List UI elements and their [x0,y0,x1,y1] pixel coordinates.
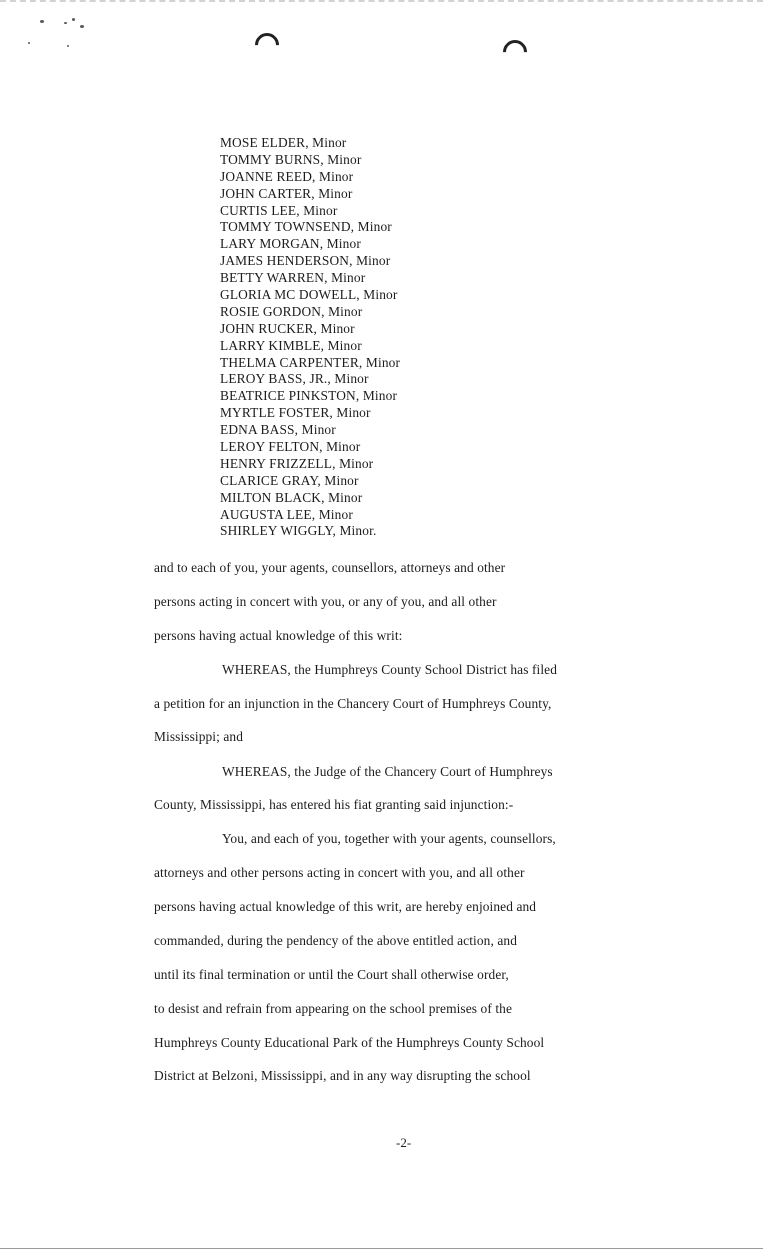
scan-speck [64,22,67,24]
body-text-line: persons having actual knowledge of this writ, are hereby enjoined and [154,899,537,914]
body-text-line: commanded, during the pendency of the above entitled action, and [154,933,517,948]
body-text-line: a petition for an injunction in the Chancery Court of Humphreys County, [154,696,552,711]
defendant-name: LARRY KIMBLE, Minor [220,337,362,353]
page-top-edge [0,0,763,2]
whereas-paragraph-start: WHEREAS, the Humphreys County School District has filed [222,662,558,677]
body-text-line: and to each of you, your agents, counsellors, attorneys and other [154,560,506,575]
body-text-line: District at Belzoni, Mississippi, and in any way disrupting the school [154,1068,531,1083]
defendant-name: MYRTLE FOSTER, Minor [220,405,371,421]
defendant-name: BEATRICE PINKSTON, Minor [220,388,398,404]
scan-speck [40,20,44,23]
injunction-paragraph-start: You, and each of you, together with your agents, counsellors, [222,831,556,846]
defendant-name: LEROY BASS, JR., Minor [220,371,369,387]
defendant-name: JOHN RUCKER, Minor [220,320,355,336]
body-text-line: to desist and refrain from appearing on the school premises of the [154,1001,512,1016]
scan-speck [72,18,75,21]
whereas-paragraph-start: WHEREAS, the Judge of the Chancery Court of Humphreys [222,764,553,779]
scan-speck [67,45,69,47]
body-text-line: Humphreys County Educational Park of the Humphreys County School [154,1035,545,1050]
defendant-name: THELMA CARPENTER, Minor [220,354,401,370]
body-text-line: County, Mississippi, has entered his fiat granting said injunction:- [154,797,514,812]
defendant-name: ROSIE GORDON, Minor [220,303,363,319]
defendant-name: TOMMY BURNS, Minor [220,151,362,167]
defendant-name: JOANNE REED, Minor [220,168,354,184]
body-text-line: until its final termination or until the Court shall otherwise order, [154,967,509,982]
page-number: -2- [396,1135,412,1150]
body-text-line: persons acting in concert with you, or any of you, and all other [154,594,497,609]
defendant-name: EDNA BASS, Minor [220,422,336,438]
defendant-name: GLORIA MC DOWELL, Minor [220,287,398,303]
binding-hole-mark [250,28,284,62]
scan-speck [28,42,30,44]
defendant-name: SHIRLEY WIGGLY, Minor. [220,523,377,539]
defendant-name: LARY MORGAN, Minor [220,236,361,252]
scan-speck [80,25,84,28]
binding-hole-mark [498,35,532,69]
defendant-name: MILTON BLACK, Minor [220,489,363,505]
page-bottom-edge [0,1248,763,1249]
body-text-line: persons having actual knowledge of this writ: [154,628,403,643]
defendant-name: TOMMY TOWNSEND, Minor [220,219,392,235]
defendant-name: LEROY FELTON, Minor [220,439,361,455]
defendant-name: CURTIS LEE, Minor [220,202,338,218]
body-text-line: attorneys and other persons acting in concert with you, and all other [154,865,525,880]
defendant-name: HENRY FRIZZELL, Minor [220,455,374,471]
defendant-name: CLARICE GRAY, Minor [220,472,359,488]
defendant-name: JOHN CARTER, Minor [220,185,353,201]
defendant-name: MOSE ELDER, Minor [220,135,347,150]
defendant-name: AUGUSTA LEE, Minor [220,506,353,522]
defendant-name: JAMES HENDERSON, Minor [220,253,391,269]
minor-defendants-list [220,135,400,540]
defendant-name: BETTY WARREN, Minor [220,270,366,286]
body-text-line: Mississippi; and [154,729,244,744]
